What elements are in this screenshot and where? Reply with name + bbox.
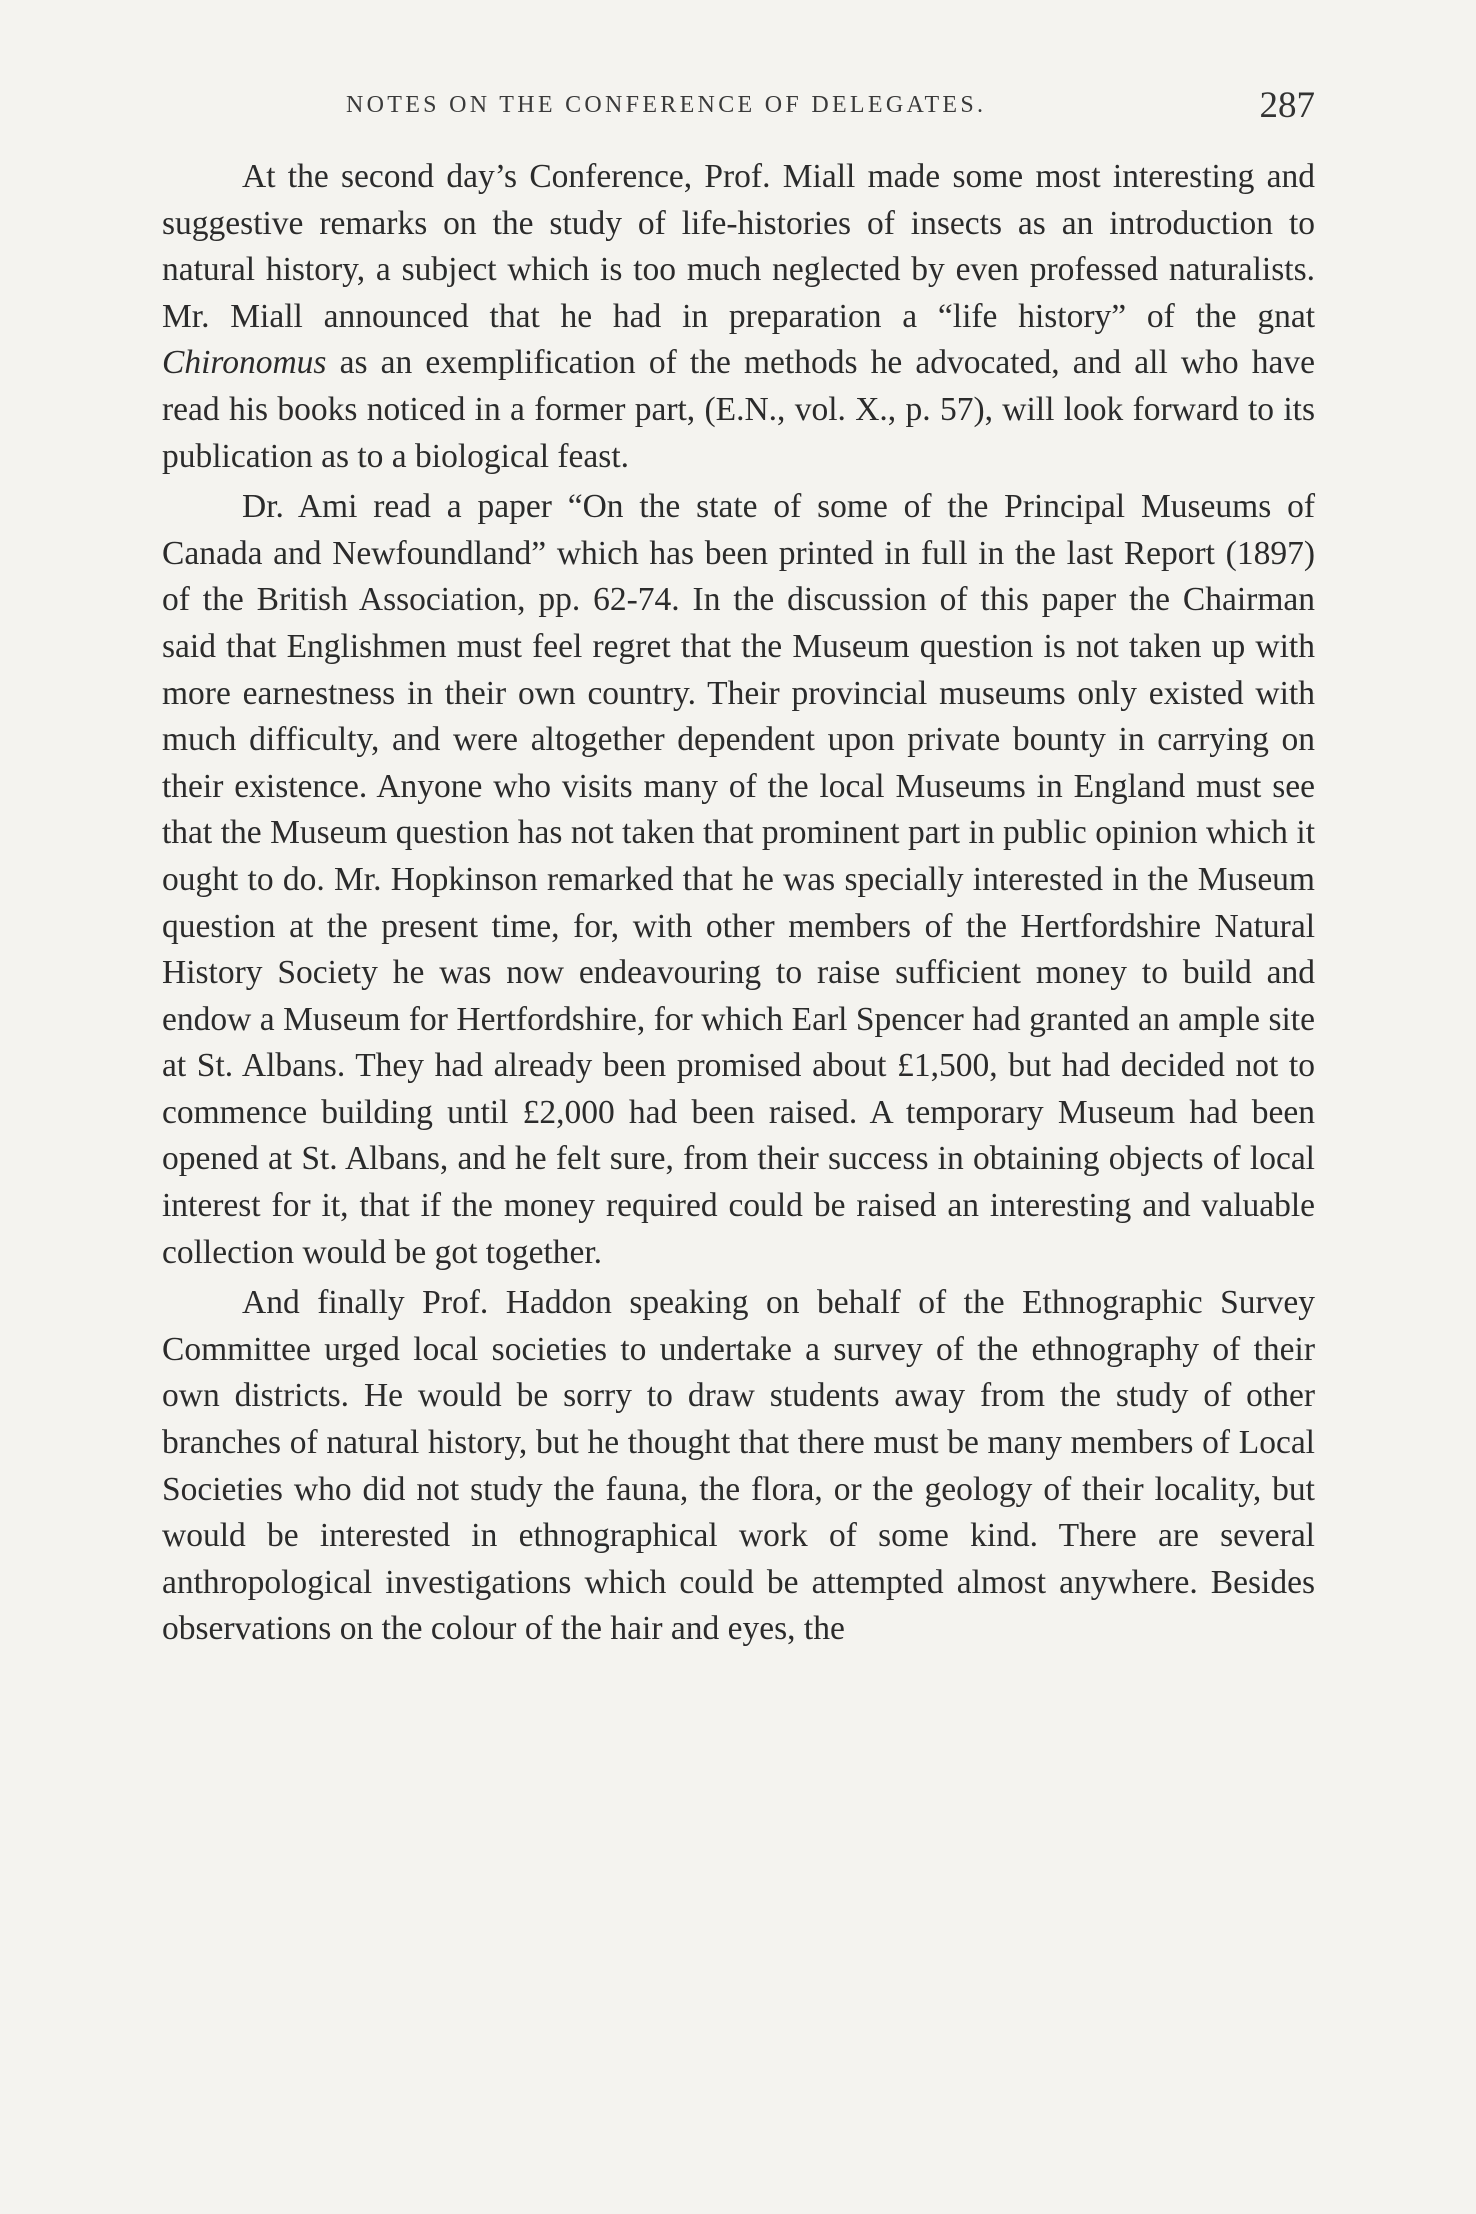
paragraph-haddon: And finally Prof. Haddon speaking on behalf of the Ethnographic Survey Committee urged local societies to undertake a survey of the ethnography of their own districts. He would be sorry to draw students away from the study of other branches of natural history, but he thought that there must be many members of Local Societies who did not study the fauna, the flora, or the geology of their locality, but would be interested in ethnographical work of some kind. There are several anthropological investigations which could be attempted almost anywhere. Besides observations on the colour of the hair and eyes, the (162, 1284, 1315, 1648)
italic-genus-name: Chironomus (162, 344, 327, 382)
paragraph-ami: Dr. Ami read a paper “On the state of some of the Principal Museums of Canada and Newfoundland” which has been printed in full in the last Report (1897) of the British Association, pp. 62-74. In the discussion of this paper the Chairman said that Englishmen must feel regret that the Museum question is not taken up with more earnestness in their own country. Their provincial museums only existed with much difficulty, and were altogether dependent upon private bounty in carrying on their existence. Anyone who visits many of the local Museums in England must see that the Museum question has not taken that prominent part in public opinion which it ought to do. Mr. Hopkinson remarked that he was specially interested in the Museum question at the present time, for, with other members of the Hertfordshire Natural History Society he was now endeavouring to raise sufficient money to build and endow a Museum for Hertfordshire, for which Earl Spencer had granted an ample site at St. Albans. They had already been promised about £1,500, but had decided not to commence building until £2,000 had been raised. A temporary Museum had been opened at St. Albans, and he felt sure, from their success in obtaining objects of local interest for it, that if the money required could be raised an interesting and valuable collection would be got together. (162, 488, 1315, 1271)
running-head (162, 86, 1315, 130)
page-number: 287 (1259, 85, 1315, 126)
paragraph-miall-text-2: as an exemplification of the methods he advocated, and all who have read his books noticed in a former part, (E.N., vol. X., p. 57), will look forward to its publication as to a biological feast. (162, 344, 1315, 475)
paragraph-miall-text-1: At the second day’s Conference, Prof. Miall made some most interesting and suggestive remarks on the study of life-histories of insects as an introduction to natural history, a subject which is too much neglected by even professed naturalists. Mr. Miall announced that he had in preparation a “life history” of the gnat (162, 158, 1315, 335)
paragraph-miall (162, 154, 1315, 480)
running-title: NOTES ON THE CONFERENCE OF DELEGATES. (346, 92, 987, 118)
book-page (162, 86, 1315, 1653)
